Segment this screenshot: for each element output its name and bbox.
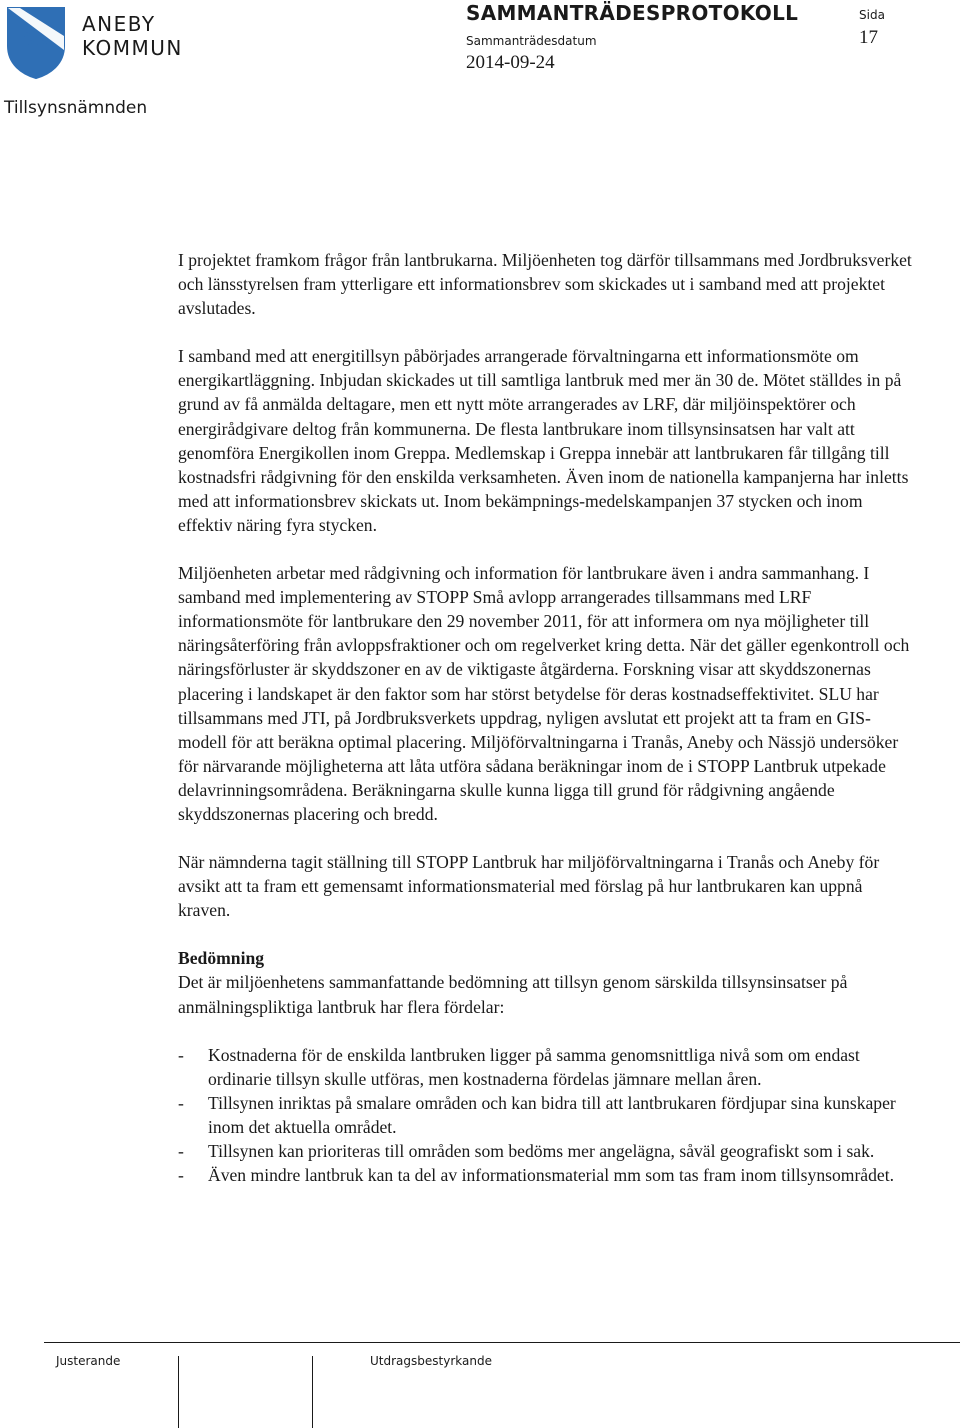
- org-line-2: KOMMUN: [82, 36, 183, 60]
- org-line-1: ANEBY: [82, 12, 156, 36]
- signature-divider: [178, 1356, 179, 1428]
- paragraph-5: Det är miljöenhetens sammanfattande bedömning att tillsyn genom särskilda tillsynsinsatser på anmälningspliktiga lantbruk har flera fördelar:: [178, 972, 848, 1017]
- list-item: [144, 1091, 918, 1139]
- adjuster-label: Justerande: [56, 1354, 121, 1368]
- document-title: SAMMANTRÄDESPROTOKOLL: [466, 1, 799, 25]
- paragraph-2: I samband med att energitillsyn påbörjades arrangerade förvaltningarna ett informationsmöte om energikartläggning. Inbjudan skickades ut till samtliga lantbruk med mer än 30 de. Mötet ställdes in på grund av få anmälda deltagare, men ett nytt möte arrangerades av LRF, där miljöinspektörer och energirådgivare deltog från kommunerna. De flesta lantbrukare inom tillsynsinsatsen har valt att genomföra Energikollen inom Greppa. Medlemskap i Greppa innebär att lantbrukaren får tillgång till kostnadsfri rådgivning för den enskilda verksamheten. Även inom de nationella kampanjerna har inletts med att informationsbrev skickats ut. Inom bekämpnings-medelskampanjen 37 stycken och inom effektiv näring fyra stycken.: [178, 346, 909, 535]
- assessment-list: [178, 1043, 918, 1188]
- meeting-date-label: Sammanträdesdatum: [466, 34, 597, 48]
- list-item-text: Tillsynen inriktas på smalare områden och kan bidra till att lantbrukaren fördjupar sina kunskaper inom det aktuella området.: [208, 1092, 896, 1137]
- page-number: 17: [859, 27, 878, 48]
- bullet-marker: -: [178, 1165, 184, 1186]
- bullet-marker: -: [178, 1141, 184, 1161]
- list-item: [144, 1139, 918, 1163]
- organization-name: [82, 12, 183, 60]
- list-item-text: Tillsynen kan prioriteras till områden som bedöms mer angelägna, såväl geografiskt som i sak.: [208, 1141, 875, 1161]
- page-label: Sida: [859, 8, 885, 22]
- paragraph-3: Miljöenheten arbetar med rådgivning och information för lantbrukare även i andra sammanhang. I samband med implementering av STOPP Små avlopp arrangerades tillsammans med LRF informationsmöte för lantbrukare den 29 november 2011, för att informera om nya möjligheter till näringsåterföring från avloppsfraktioner och om regelverket kring detta. När det gäller egenkontroll och näringsförluster är skyddszoner en av de viktigaste åtgärderna. Forskning visar att skyddszonernas placering i landskapet är den faktor som har störst betydelse för deras kostnadseffektivitet. SLU har tillsammans med JTI, på Jordbruksverkets uppdrag, nyligen avslutat ett projekt att ta fram en GIS-modell för att beräkna optimal placering. Miljöförvaltningarna i Tranås, Aneby och Nässjö undersöker för närvarande möjligheterna att låta utföra sådana beräkningar inom de i STOPP Lantbruk utpekade delavrinningsområdena. Beräkningarna skulle kunna ligga till grund för rådgivning angående skyddszonernas placering och bredd.: [178, 563, 910, 824]
- signature-divider: [312, 1356, 313, 1428]
- paragraph-1: I projektet framkom frågor från lantbrukarna. Miljöenheten tog därför tillsammans med Jordbruksverket och länsstyrelsen fram ytterligare ett informationsbrev som skickades ut i samband med att projektet avslutades.: [178, 250, 912, 319]
- list-item-text: Även mindre lantbruk kan ta del av informationsmaterial mm som tas fram inom tillsynsområdet.: [208, 1165, 895, 1186]
- list-item-text: Kostnaderna för de enskilda lantbruken ligger på samma genomsnittliga nivå som om endast ordinarie tillsyn skulle utföras, men kostnaderna fördelas jämnare mellan åren.: [208, 1044, 860, 1089]
- municipality-logo: [6, 6, 66, 80]
- protocol-body: [178, 248, 918, 1187]
- extract-certification-label: Utdragsbestyrkande: [370, 1354, 492, 1368]
- footer-divider: [44, 1342, 960, 1343]
- list-item: [144, 1163, 918, 1187]
- committee-name: Tillsynsnämnden: [4, 98, 148, 118]
- section-heading-assessment: Bedömning: [178, 948, 265, 969]
- meeting-date-value: 2014-09-24: [466, 52, 555, 73]
- paragraph-4: När nämnderna tagit ställning till STOPP Lantbruk har miljöförvaltningarna i Tranås och Aneby för avsikt att ta fram ett gemensamt informationsmaterial med förslag på hur lantbrukaren kan uppnå kraven.: [178, 852, 880, 921]
- bullet-marker: -: [178, 1092, 184, 1113]
- bullet-marker: -: [178, 1044, 184, 1065]
- list-item: [144, 1043, 918, 1091]
